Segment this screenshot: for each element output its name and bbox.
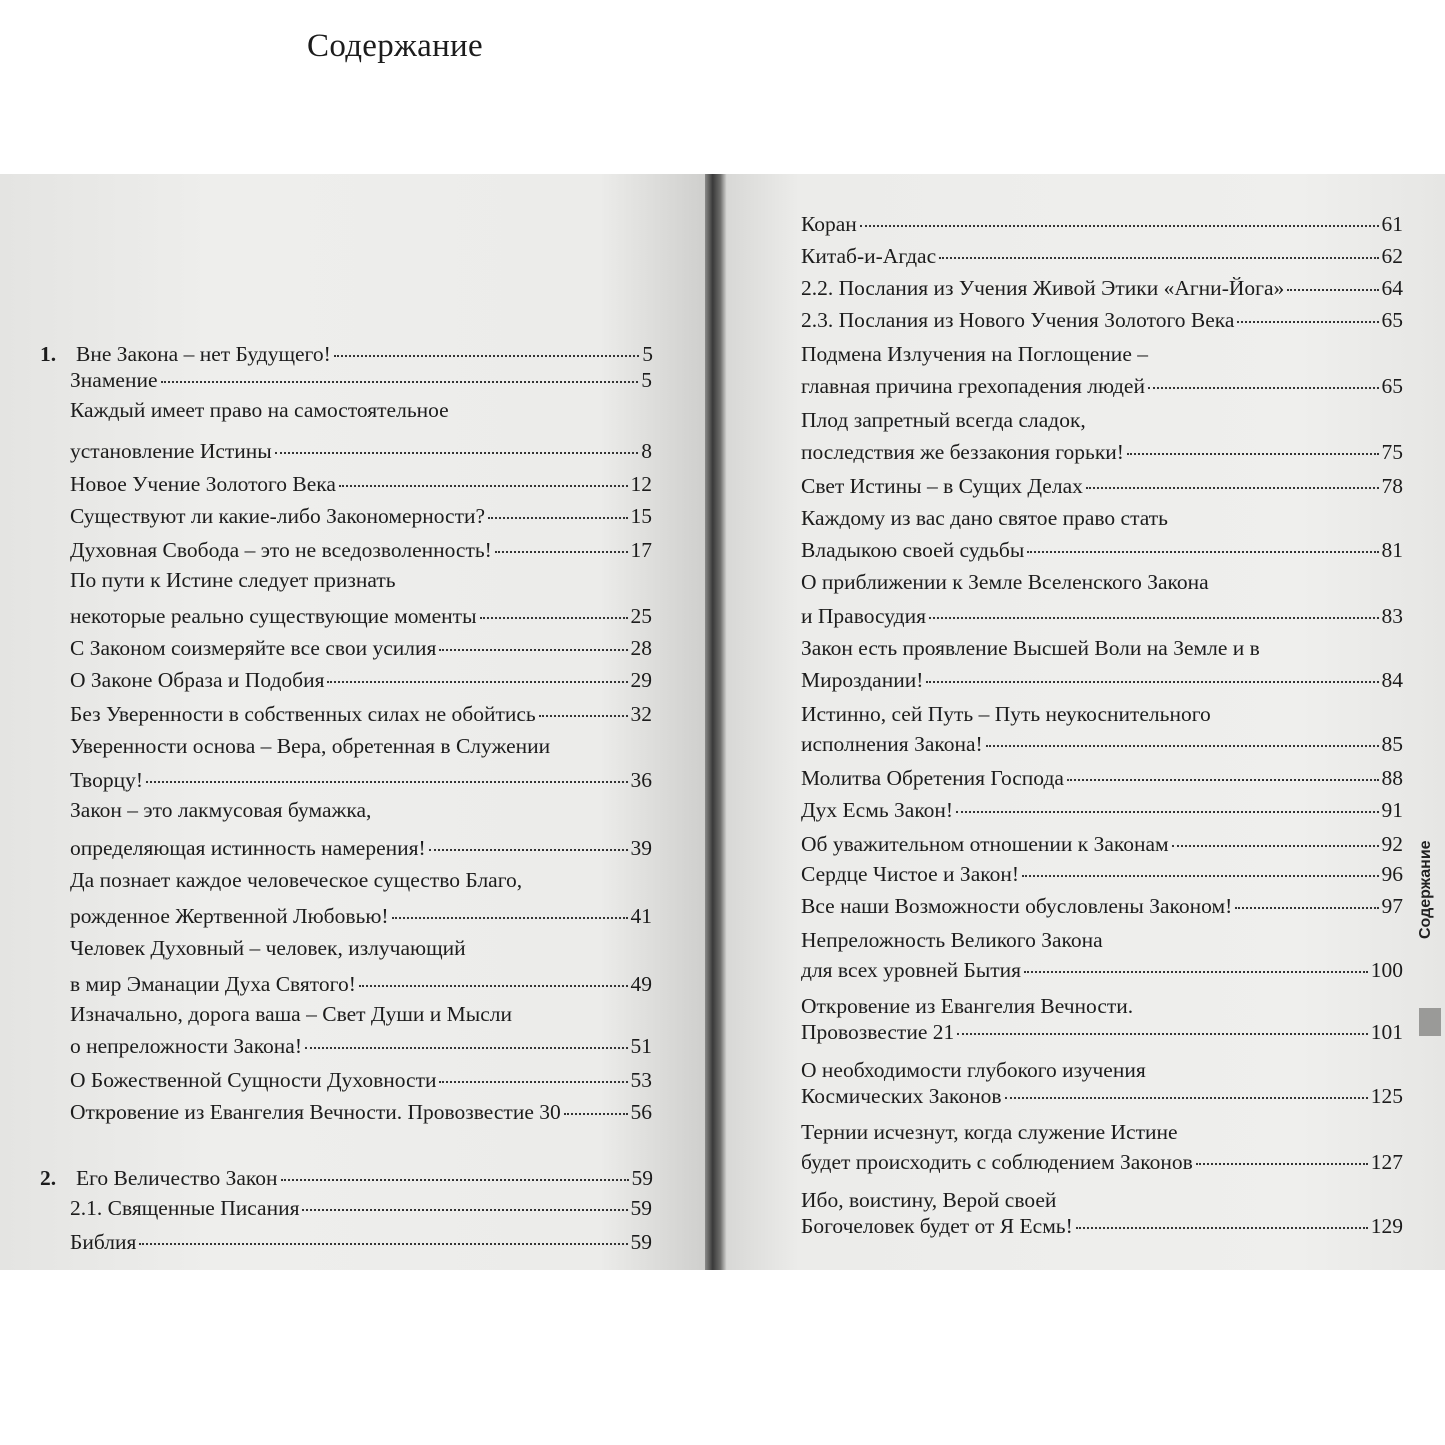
toc-entry-title: Об уважительном отношении к Законам xyxy=(801,832,1169,856)
dot-leader xyxy=(1005,1096,1368,1099)
toc-entry-page-number: 29 xyxy=(630,668,652,692)
toc-entry-title: некоторые реально существующие моменты xyxy=(70,604,477,628)
toc-entry-page-number: 59 xyxy=(630,1196,652,1220)
toc-entry-title: Молитва Обретения Господа xyxy=(801,766,1064,790)
dot-leader xyxy=(305,1046,627,1049)
toc-entry xyxy=(70,968,652,1000)
toc-entry-title: будет происходить с соблюдением Законов xyxy=(801,1150,1193,1174)
toc-entry-title: и Правосудия xyxy=(801,604,926,628)
toc-entry-page-number: 96 xyxy=(1381,862,1403,886)
toc-entry xyxy=(801,858,1403,890)
toc-entry-title: Плод запретный всегда сладок, xyxy=(801,408,1086,432)
toc-entry-title: Подмена Излучения на Поглощение – xyxy=(801,342,1148,366)
toc-entry xyxy=(70,500,652,532)
dot-leader xyxy=(956,810,1378,813)
toc-entry-page-number: 92 xyxy=(1381,832,1403,856)
toc-entry xyxy=(801,338,1403,370)
dot-leader xyxy=(334,354,640,357)
dot-leader xyxy=(1148,386,1379,389)
toc-entry-page-number: 97 xyxy=(1381,894,1403,918)
side-tab-label: Содержание xyxy=(1417,840,1434,939)
toc-entry-title: С Законом соизмеряйте все свои усилия xyxy=(70,636,437,660)
dot-leader xyxy=(392,916,628,919)
toc-entry xyxy=(70,1192,652,1224)
toc-entry xyxy=(70,932,652,964)
toc-entry-page-number: 100 xyxy=(1370,958,1403,982)
toc-entry-title: Откровение из Евангелия Вечности. Провозвестие 30 xyxy=(70,1100,561,1124)
toc-entry-title: Закон есть проявление Высшей Воли на Земле и в xyxy=(801,636,1260,660)
toc-entry-title: Его Величество Закон xyxy=(76,1166,278,1190)
toc-entry xyxy=(70,394,652,426)
toc-entry xyxy=(801,1016,1403,1048)
dot-leader xyxy=(939,256,1378,259)
toc-entry-page-number: 15 xyxy=(630,504,652,528)
toc-entry-page-number: 56 xyxy=(630,1100,652,1124)
toc-entry-title: главная причина грехопадения людей xyxy=(801,374,1145,398)
toc-entry xyxy=(801,632,1403,664)
toc-entry-page-number: 59 xyxy=(630,1230,652,1254)
toc-entry-page-number: 62 xyxy=(1381,244,1403,268)
toc-entry xyxy=(801,1116,1403,1148)
toc-entry xyxy=(70,998,652,1030)
toc-entry-page-number: 75 xyxy=(1381,440,1403,464)
toc-entry xyxy=(801,664,1403,696)
dot-leader xyxy=(359,984,628,987)
toc-entry xyxy=(801,794,1403,826)
toc-entry-title: определяющая истинность намерения! xyxy=(70,836,426,860)
dot-leader xyxy=(281,1178,629,1181)
toc-entry-page-number: 51 xyxy=(630,1034,652,1058)
toc-entry xyxy=(70,698,652,730)
toc-entry-title: Космических Законов xyxy=(801,1084,1002,1108)
toc-entry-title: По пути к Истине следует признать xyxy=(70,568,396,592)
toc-entry-page-number: 127 xyxy=(1370,1150,1403,1174)
dot-leader xyxy=(1022,874,1378,877)
toc-entry xyxy=(70,564,652,596)
toc-entry xyxy=(801,762,1403,794)
dot-leader xyxy=(429,848,628,851)
dot-leader xyxy=(439,648,627,651)
dot-leader xyxy=(1196,1162,1368,1165)
toc-entry xyxy=(801,272,1403,304)
toc-entry xyxy=(70,900,652,932)
toc-entry-title: для всех уровней Бытия xyxy=(801,958,1022,982)
toc-entry-title: О Божественной Сущности Духовности xyxy=(70,1068,437,1092)
toc-entry-title: Ибо, воистину, Верой своей xyxy=(801,1188,1057,1212)
toc-entry xyxy=(70,1064,652,1096)
toc-entry-title: Мироздании! xyxy=(801,668,924,692)
toc-entry-page-number: 5 xyxy=(641,368,652,392)
dot-leader xyxy=(495,550,628,553)
toc-entry-title: Уверенности основа – Вера, обретенная в Служении xyxy=(70,734,551,758)
toc-entry-title: Новое Учение Золотого Века xyxy=(70,472,336,496)
toc-entry-page-number: 36 xyxy=(630,768,652,792)
toc-entry xyxy=(801,698,1403,730)
toc-entry-title: О приближении к Земле Вселенского Закона xyxy=(801,570,1209,594)
toc-entry-title: Непреложность Великого Закона xyxy=(801,928,1103,952)
toc-entry-page-number: 88 xyxy=(1381,766,1403,790)
dot-leader xyxy=(439,1080,627,1083)
toc-entry xyxy=(801,566,1403,598)
toc-entry-title: установление Истины xyxy=(70,439,272,463)
toc-entry xyxy=(801,890,1403,922)
toc-entry xyxy=(801,470,1403,502)
toc-entry-page-number: 25 xyxy=(630,604,652,628)
toc-entry-page-number: 84 xyxy=(1381,668,1403,692)
toc-entry xyxy=(70,1030,652,1062)
toc-entry-title: Духовная Свобода – это не вседозволенность! xyxy=(70,538,492,562)
toc-entry xyxy=(801,924,1403,956)
dot-leader xyxy=(161,380,639,383)
toc-entry-page-number: 129 xyxy=(1370,1214,1403,1238)
side-tab xyxy=(1417,840,1441,990)
toc-entry-title: Свет Истины – в Сущих Делах xyxy=(801,474,1083,498)
dot-leader xyxy=(539,714,628,717)
dot-leader xyxy=(339,484,628,487)
toc-entry xyxy=(70,864,652,896)
dot-leader xyxy=(1237,320,1378,323)
toc-entry-title: последствия же беззакония горьки! xyxy=(801,440,1124,464)
toc-entry xyxy=(70,764,652,796)
toc-entry-title: Коран xyxy=(801,212,857,236)
toc-entry-title: Китаб-и-Агдас xyxy=(801,244,937,268)
toc-entry-page-number: 8 xyxy=(641,439,652,463)
toc-entry xyxy=(801,404,1403,436)
toc-entry xyxy=(70,600,652,632)
toc-entry xyxy=(801,502,1403,534)
toc-entry xyxy=(801,828,1403,860)
side-tab-marker xyxy=(1419,1008,1441,1036)
dot-leader xyxy=(564,1112,628,1115)
toc-entry xyxy=(801,1080,1403,1112)
toc-entry-title: Дух Есмь Закон! xyxy=(801,798,954,822)
dot-leader xyxy=(275,451,639,454)
toc-entry xyxy=(70,1096,652,1128)
toc-entry-page-number: 49 xyxy=(630,972,652,996)
toc-entry-page-number: 65 xyxy=(1381,308,1403,332)
toc-entry-page-number: 83 xyxy=(1381,604,1403,628)
toc-entry xyxy=(70,794,652,826)
book-gutter xyxy=(705,174,727,1270)
toc-entry-page-number: 91 xyxy=(1381,798,1403,822)
toc-entry-page-number: 12 xyxy=(630,472,652,496)
toc-entry-title: Да познает каждое человеческое существо Благо, xyxy=(70,868,523,892)
toc-entry xyxy=(801,534,1403,566)
toc-entry-title: в мир Эманации Духа Святого! xyxy=(70,972,356,996)
toc-entry xyxy=(801,1210,1403,1242)
toc-entry xyxy=(70,632,652,664)
dot-leader xyxy=(488,516,627,519)
toc-entry-title: Человек Духовный – человек, излучающий xyxy=(70,936,466,960)
toc-entry xyxy=(70,435,652,467)
toc-entry-title: Истинно, сей Путь – Путь неукоснительного xyxy=(801,702,1211,726)
toc-entry-page-number: 53 xyxy=(630,1068,652,1092)
toc-entry-title: Знамение xyxy=(70,368,158,392)
toc-entry-title: Откровение из Евангелия Вечности. xyxy=(801,994,1134,1018)
toc-entry-title: О необходимости глубокого изучения xyxy=(801,1058,1146,1082)
toc-entry-title: Владыкою своей судьбы xyxy=(801,538,1025,562)
section-number: 1. xyxy=(40,342,57,366)
dot-leader xyxy=(926,680,1378,683)
toc-entry-title: Вне Закона – нет Будущего! xyxy=(76,342,331,366)
toc-entry-title: Тернии исчезнут, когда служение Истине xyxy=(801,1120,1178,1144)
toc-entry xyxy=(801,436,1403,468)
toc-entry-title: Творцу! xyxy=(70,768,143,792)
toc-entry-page-number: 41 xyxy=(630,904,652,928)
toc-entry-page-number: 32 xyxy=(630,702,652,726)
toc-entry-title: исполнения Закона! xyxy=(801,732,983,756)
toc-entry-page-number: 81 xyxy=(1381,538,1403,562)
dot-leader xyxy=(1024,970,1368,973)
toc-entry-page-number: 39 xyxy=(630,836,652,860)
toc-entry xyxy=(801,600,1403,632)
toc-entry-page-number: 125 xyxy=(1370,1084,1403,1108)
toc-entry-title: Существуют ли какие-либо Закономерности? xyxy=(70,504,486,528)
dot-leader xyxy=(1067,778,1379,781)
dot-leader xyxy=(480,616,628,619)
toc-entry xyxy=(801,304,1403,336)
dot-leader xyxy=(1235,906,1378,909)
toc-entry xyxy=(801,208,1403,240)
toc-entry-title: Все наши Возможности обусловлены Законом! xyxy=(801,894,1233,918)
dot-leader xyxy=(1076,1226,1368,1229)
toc-entry-title: 2.2. Послания из Учения Живой Этики «Агни-Йога» xyxy=(801,276,1285,300)
toc-entry-title: Закон – это лакмусовая бумажка, xyxy=(70,798,372,822)
dot-leader xyxy=(327,680,627,683)
dot-leader xyxy=(302,1208,627,1211)
dot-leader xyxy=(986,744,1379,747)
toc-entry xyxy=(801,370,1403,402)
toc-entry xyxy=(70,832,652,864)
toc-entry xyxy=(70,664,652,696)
toc-entry-page-number: 78 xyxy=(1381,474,1403,498)
dot-leader xyxy=(1086,486,1379,489)
dot-leader xyxy=(146,780,628,783)
dot-leader xyxy=(860,224,1379,227)
toc-entry-page-number: 64 xyxy=(1381,276,1403,300)
toc-entry-title: О Законе Образа и Подобия xyxy=(70,668,325,692)
toc-entry xyxy=(801,240,1403,272)
toc-entry-title: 2.3. Послания из Нового Учения Золотого Века xyxy=(801,308,1235,332)
toc-entry-title: Библия xyxy=(70,1230,137,1254)
toc-entry-title: Сердце Чистое и Закон! xyxy=(801,862,1020,886)
dot-leader xyxy=(1127,452,1379,455)
toc-entry-title: о непреложности Закона! xyxy=(70,1034,303,1058)
toc-entry xyxy=(801,728,1403,760)
toc-entry xyxy=(801,1146,1403,1178)
toc-entry xyxy=(70,364,652,396)
dot-leader xyxy=(1027,550,1378,553)
toc-entry xyxy=(70,468,652,500)
toc-entry-title: рожденное Жертвенной Любовью! xyxy=(70,904,389,928)
dot-leader xyxy=(957,1032,1368,1035)
toc-entry-title: Богочеловек будет от Я Есмь! xyxy=(801,1214,1073,1238)
toc-entry xyxy=(70,1226,652,1258)
toc-entry-page-number: 85 xyxy=(1381,732,1403,756)
dot-leader xyxy=(1287,288,1378,291)
toc-entry-page-number: 101 xyxy=(1370,1020,1403,1044)
toc-entry xyxy=(70,534,652,566)
toc-entry-page-number: 59 xyxy=(631,1166,653,1190)
toc-entry-page-number: 65 xyxy=(1381,374,1403,398)
dot-leader xyxy=(139,1242,627,1245)
section-number: 2. xyxy=(40,1166,57,1190)
toc-entry-title: Провозвестие 21 xyxy=(801,1020,955,1044)
dot-leader xyxy=(929,616,1379,619)
toc-entry-title: Без Уверенности в собственных силах не обойтись xyxy=(70,702,536,726)
toc-entry-title: Каждому из вас дано святое право стать xyxy=(801,506,1168,530)
toc-entry-title: 2.1. Священные Писания xyxy=(70,1196,300,1220)
toc-entry-page-number: 17 xyxy=(630,538,652,562)
toc-entry-page-number: 28 xyxy=(630,636,652,660)
dot-leader xyxy=(1172,844,1379,847)
toc-entry xyxy=(70,730,652,762)
toc-entry-page-number: 5 xyxy=(642,342,653,366)
toc-entry-title: Каждый имеет право на самостоятельное xyxy=(70,398,449,422)
toc-entry xyxy=(40,1162,653,1194)
contents-heading: Содержание xyxy=(307,28,483,64)
toc-entry-page-number: 61 xyxy=(1381,212,1403,236)
toc-entry xyxy=(801,954,1403,986)
toc-entry-title: Изначально, дорога ваша – Свет Души и Мысли xyxy=(70,1002,512,1026)
